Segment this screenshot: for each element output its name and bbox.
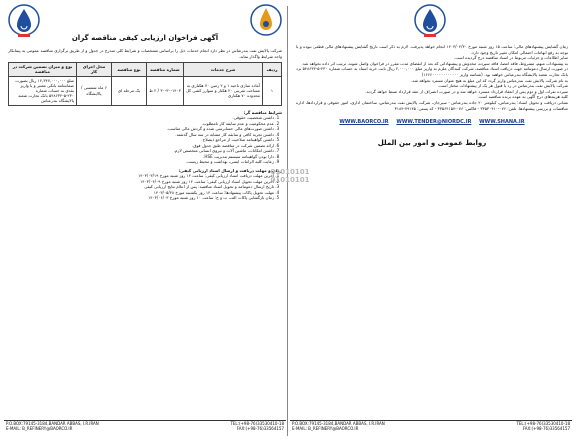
table-cell: ۳۰-۳۰-۱۴۰۳ / ۲ ط	[147, 76, 184, 105]
table-header: نوع و میزان تضمین شرکت در مناقصه	[9, 63, 77, 76]
list-item: 5. داشتن گواهینامه صلاحیت از مراجع ذیصلاح.	[8, 137, 274, 143]
list-item: 3. تاریخ ارسال دعوتنامه و تحویل اسناد مناقصه: پس از اعلام نتایج ارزیابی کیفی	[8, 184, 274, 190]
tel-text: TEL:(+98-76)33530410-18	[516, 421, 570, 426]
list-item: 1. داشتن شخصیت حقوقی.	[8, 115, 274, 121]
list-item: 3. داشتن صورت‌های مالی حسابرسی شده و گردش مالی مناسب.	[8, 126, 274, 132]
table-cell: ۶ ماه شمسی / پالایشگاه	[77, 76, 112, 105]
paragraph: در صورت ارسال دعوتنامه جهت دریافت اسناد مناقصه، شرکت کنندگان ملزم به واریز مبلغ ۲,۰۰۰,۰۰۰ ریال بابت خرید اسناد به حساب شماره ۲۳۰-۵-۵۴۸۶۳۲ نزد بانک تجارت شعبه پالایشگاه بندرعباس خواهند بود. (شناسه واریز ۱۶۶۶۰۰۰۰۰۰۰۰۰۰۰۰)	[296, 66, 568, 77]
email-text: E-MAIL: B_REFINERY@BAORCO.IR	[6, 426, 73, 431]
table-cell: یک مرحله ای	[112, 76, 147, 105]
oil-ministry-logo-left	[250, 4, 282, 38]
list-item: 4. مهلت تحویل پاکات پیشنهادها: ساعت ۱۴ روز یکشنبه مورخ ۱۴۰۳/۰۵/۲۸	[8, 190, 274, 196]
tel-text: TEL:(+98-76)33530410-18	[230, 421, 284, 426]
column-divider	[287, 6, 288, 436]
email-text: E-MAIL: B_REFINERY@BAORCO.IR	[292, 426, 359, 431]
fax-text: FAX:(+98-76)33564157	[522, 426, 570, 431]
conditions-title: شرایط مناقصه گر:	[243, 109, 282, 115]
table-cell: مبلغ ۱۲,۳۴۷,۰۰۰,۰۰۰ ریال بصورت ضمانتنامه بانکی معتبر و یا واریز نقدی به حساب شماره ۲۳۰-۵-۵۴۸۶۳۲ بانک تجارت شعبه پالایشگاه بندرعباس	[9, 76, 77, 105]
intro-paragraph: شرکت پالایش نفت بندرعباس در نظر دارد انجام خدمات ذیل را براساس مشخصات و شرایط کلی مندرج در جدول و از طریق برگزاری مناقصه عمومی به پیمانکار واجد شرایط واگذار نماید.	[8, 48, 282, 59]
list-item: 9. رعایت کلیه الزامات ایمنی، بهداشت و محیط زیست.	[8, 159, 274, 165]
contact-footer-left	[4, 420, 286, 441]
po-box-text: P.O.BOX:79145-3184,BANDAR ABBAS, I.R.IRAN	[292, 421, 385, 426]
announcement-right-column	[290, 4, 572, 441]
table-header-row	[9, 63, 282, 76]
refinery-logo-right	[414, 4, 446, 38]
list-item: 1. آخرین مهلت دریافت اسناد ارزیابی کیفی: ساعت ۱۴ روز شنبه مورخ ۱۴۰۳/۰۳/۱۹	[8, 173, 274, 179]
table-cell: ۱	[263, 76, 282, 105]
table-header: محل اجرای کار	[77, 63, 112, 76]
website-links	[296, 119, 568, 125]
table-header: شرح خدمات	[184, 63, 263, 76]
table-row	[9, 76, 282, 105]
paragraph: به نام شرکت پالایش نفت بندرعباس واریز گردد که این مبلغ به هیچ عنوان مسترد نخواهد شد.	[411, 77, 568, 83]
paragraph: نشانی دریافت و تحویل اسناد: بندرعباس، کیلومتر ۲۰ جاده بندرعباس - سیرجان، شرکت پالایش نفت بندرعباس، ساختمان اداری، امور حقوقی و قراردادها، اداره مناقصات و بررسی پیشنهادها. تلفن: ۰۷۶-۳۳۵۳۰۴۱۰ - فاکس: ۰۷۶-۳۳۵۶۴۱۵۷ - کد پستی: ۷۹۱۴۵-۳۱۸۴	[296, 99, 568, 111]
notes-title: زمان و مهلت دریافت و ارسال اسناد ارزیابی کیفی:	[178, 167, 282, 173]
paragraph: به پیشنهادات مبهم، مشروط، فاقد امضا، فاقد سپرده، مخدوش و پیشنهاداتی که بعد از انقضای مدت مقرر در فراخوان واصل شوند، ترتیب اثر داده نخواهد شد.	[301, 60, 568, 66]
table-cell: آماده سازی ناحیه ۱ و ۲ زمین ۷۰ هکتاری به مساحت تقریبی ۲۰ هکتار و سوارز کشی کل محدوده ۷۰ هکتاری	[184, 76, 263, 105]
list-item: 2. عدم محکومیت و عدم سابقه کار نامطلوب.	[8, 121, 274, 127]
link-shana[interactable]: WWW.SHANA.IR	[479, 119, 525, 126]
list-item: 4. داشتن تجربه کافی و سابقه کار مشابه در سه سال گذشته.	[8, 132, 274, 138]
public-relations-signature: روابط عمومی و امور بین الملل	[377, 139, 487, 148]
announcement-title: آگهی فراخوان ارزیابی کیفی مناقصه گران	[71, 34, 219, 42]
paragraph: کلیه هزینه‌های درج آگهی به عهده برنده مناقصه است.	[477, 94, 568, 100]
list-item: 8. دارا بودن گواهینامه سیستم مدیریت HSE.	[8, 154, 274, 160]
dates-list	[8, 173, 282, 201]
conditions-list	[8, 115, 282, 165]
refinery-logo-left	[8, 4, 40, 38]
list-item: 2. آخرین مهلت تحویل اسناد ارزیابی کیفی: ساعت ۱۴ روز شنبه مورخ ۱۴۰۳/۰۴/۰۹	[8, 179, 274, 185]
paragraph: زمان گشایش پیشنهادهای مالی: ساعت ۱۵ روز شنبه مورخ ۱۴۰۳/۰۴/۳۰ انجام خواهد پذیرفت. لازم به ذکر است تاریخ گشایش پیشنهادهای مالی قطعی نبوده و با توجه به رفع ابهامات احتمالی امکان تغییر تاریخ وجود دارد.	[296, 44, 568, 55]
table-header: ردیف	[263, 63, 282, 76]
list-item: 5. زمان بازگشایی پاکات الف، ب و ج: ساعت ۱۰ روز شنبه مورخ ۱۴۰۳/۰۶/۰۳	[8, 195, 274, 201]
paragraph: سپرده نفرات اول و دوم پس از انعقاد قرارداد مسترد خواهد شد و در صورت انصراف از عقد قرارداد ضبط خواهد گردید.	[365, 88, 568, 94]
paragraph: شرکت پالایش نفت بندرعباس در رد یا قبول هر یک از پیشنهادات مختار است.	[437, 83, 568, 89]
watermark: 01010101 01010101	[270, 168, 310, 184]
list-item: 7. داشتن امکانات، ماشین آلات و نیروی انسانی متخصص لازم.	[8, 148, 274, 154]
table-header: نوع مناقصه	[112, 63, 147, 76]
paragraph: سایر اطلاعات و جزئیات مربوط در اسناد مناقصه درج گردیده است.	[453, 55, 568, 61]
tender-table	[8, 62, 282, 105]
list-item: 6. ارائه تضمین شرکت در مناقصه طبق جدول فوق.	[8, 143, 274, 149]
po-box-text: P.O.BOX:79145-3184,BANDAR ABBAS, I.R.IRAN	[6, 421, 99, 426]
table-header: شماره مناقصه	[147, 63, 184, 76]
contact-footer-right	[290, 420, 572, 441]
link-baorco[interactable]: WWW.BAORCO.IR	[339, 119, 389, 126]
fax-text: FAX:(+98-76)33564157	[236, 426, 284, 431]
announcement-left-column	[4, 4, 286, 441]
link-tender[interactable]: WWW.TENDER@NIORDC.IR	[396, 119, 472, 126]
